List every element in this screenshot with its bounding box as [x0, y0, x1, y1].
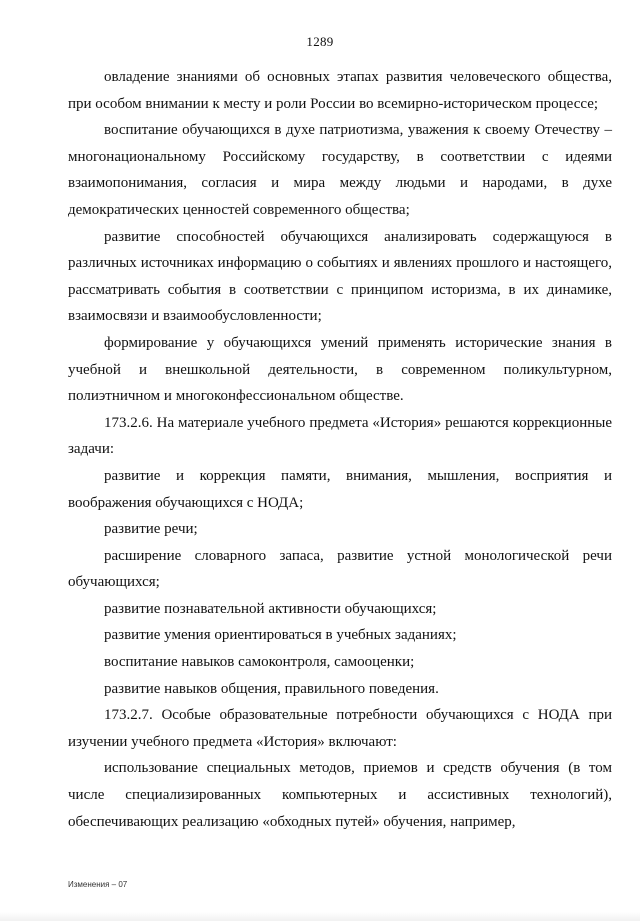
page-number: 1289	[306, 34, 334, 49]
footer-revision-note: Изменения – 07	[68, 880, 128, 889]
paragraph: формирование у обучающихся умений применять исторические знания в учебной и внешкольной деятельности, в современном поликультурном, полиэтничном и многоконфессиональном обществе.	[68, 334, 612, 405]
scan-edge	[0, 912, 640, 921]
paragraph: развитие умения ориентироваться в учебных заданиях;	[104, 627, 457, 644]
paragraph: 173.2.7. Особые образовательные потребности обучающихся с НОДА при изучении учебного предмета «История» включают:	[68, 707, 612, 750]
paragraph: использование специальных методов, приемов и средств обучения (в том числе специализированных компьютерных и ассистивных технологий), обеспечивающих реализацию «обходных путей» обучения, например,	[68, 760, 612, 830]
document-body	[68, 64, 612, 835]
paragraph: развитие навыков общения, правильного поведения.	[104, 680, 439, 697]
paragraph: развитие и коррекция памяти, внимания, мышления, восприятия и воображения обучающихся с НОДА;	[68, 467, 612, 511]
paragraph: овладение знаниями об основных этапах развития человеческого общества, при особом внимании к месту и роли России во всемирно-историческом процессе;	[68, 69, 612, 112]
paragraph: расширение словарного запаса, развитие устной монологической речи обучающихся;	[68, 547, 612, 591]
paragraph: развитие познавательной активности обучающихся;	[104, 600, 437, 617]
paragraph: воспитание навыков самоконтроля, самооценки;	[104, 654, 415, 671]
paragraph: развитие способностей обучающихся анализировать содержащуюся в различных источниках информацию о событиях и явлениях прошлого и настоящего, рассматривать события в соответствии с принципом историзма, в их динамике, взаимосвязи и взаимообусловленности;	[68, 228, 612, 325]
paragraph: 173.2.6. На материале учебного предмета «История» решаются коррекционные задачи:	[68, 414, 612, 458]
paragraph: развитие речи;	[104, 521, 198, 538]
paragraph: воспитание обучающихся в духе патриотизма, уважения к своему Отечеству – многонациональному Российскому государству, в соответствии с идеями взаимопонимания, согласия и мира между людьми и народами, в духе демократических ценностей современного общества;	[68, 122, 612, 218]
